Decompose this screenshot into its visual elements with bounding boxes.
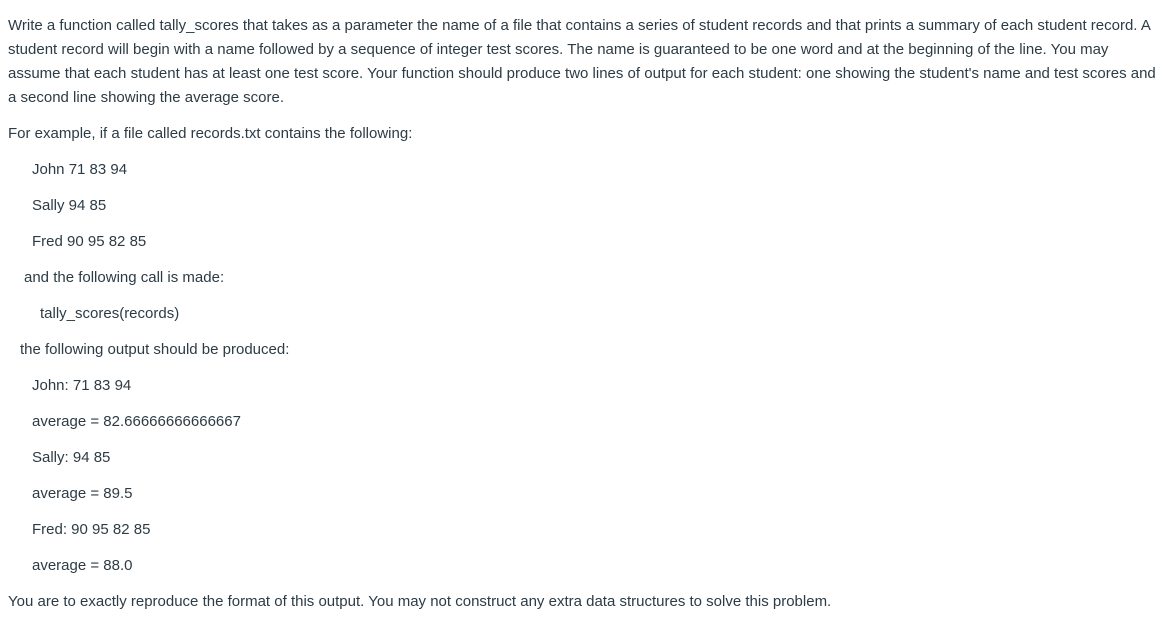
file-record-line: Sally 94 85 bbox=[32, 197, 107, 214]
output-line: average = 88.0 bbox=[32, 557, 133, 574]
file-record-line: Fred 90 95 82 85 bbox=[32, 233, 147, 250]
output-prompt: the following output should be produced: bbox=[20, 341, 290, 358]
example-lead: For example, if a file called records.txt contains the following: bbox=[8, 125, 413, 142]
output-line: John: 71 83 94 bbox=[32, 377, 132, 394]
closing-note: You are to exactly reproduce the format of this output. You may not construct any extra data structures to solve this problem. bbox=[8, 593, 832, 610]
call-prompt: and the following call is made: bbox=[24, 269, 225, 286]
output-line: average = 89.5 bbox=[32, 485, 133, 502]
output-line: Fred: 90 95 82 85 bbox=[32, 521, 151, 538]
output-line: average = 82.66666666666667 bbox=[32, 413, 241, 430]
function-call: tally_scores(records) bbox=[40, 305, 180, 322]
output-line: Sally: 94 85 bbox=[32, 449, 111, 466]
file-record-line: John 71 83 94 bbox=[32, 161, 128, 178]
problem-intro: Write a function called tally_scores that takes as a parameter the name of a file that contains a series of student records and that prints a summary of each student record. A student record will begin with a name followed by a sequence of integer test scores. The name is guaranteed to be one word and at the beginning of the line. You may assume that each student has at least one test score. Your function should produce two lines of output for each student: one showing the student's name and test scores and a second line showing the average score. bbox=[8, 17, 1156, 106]
